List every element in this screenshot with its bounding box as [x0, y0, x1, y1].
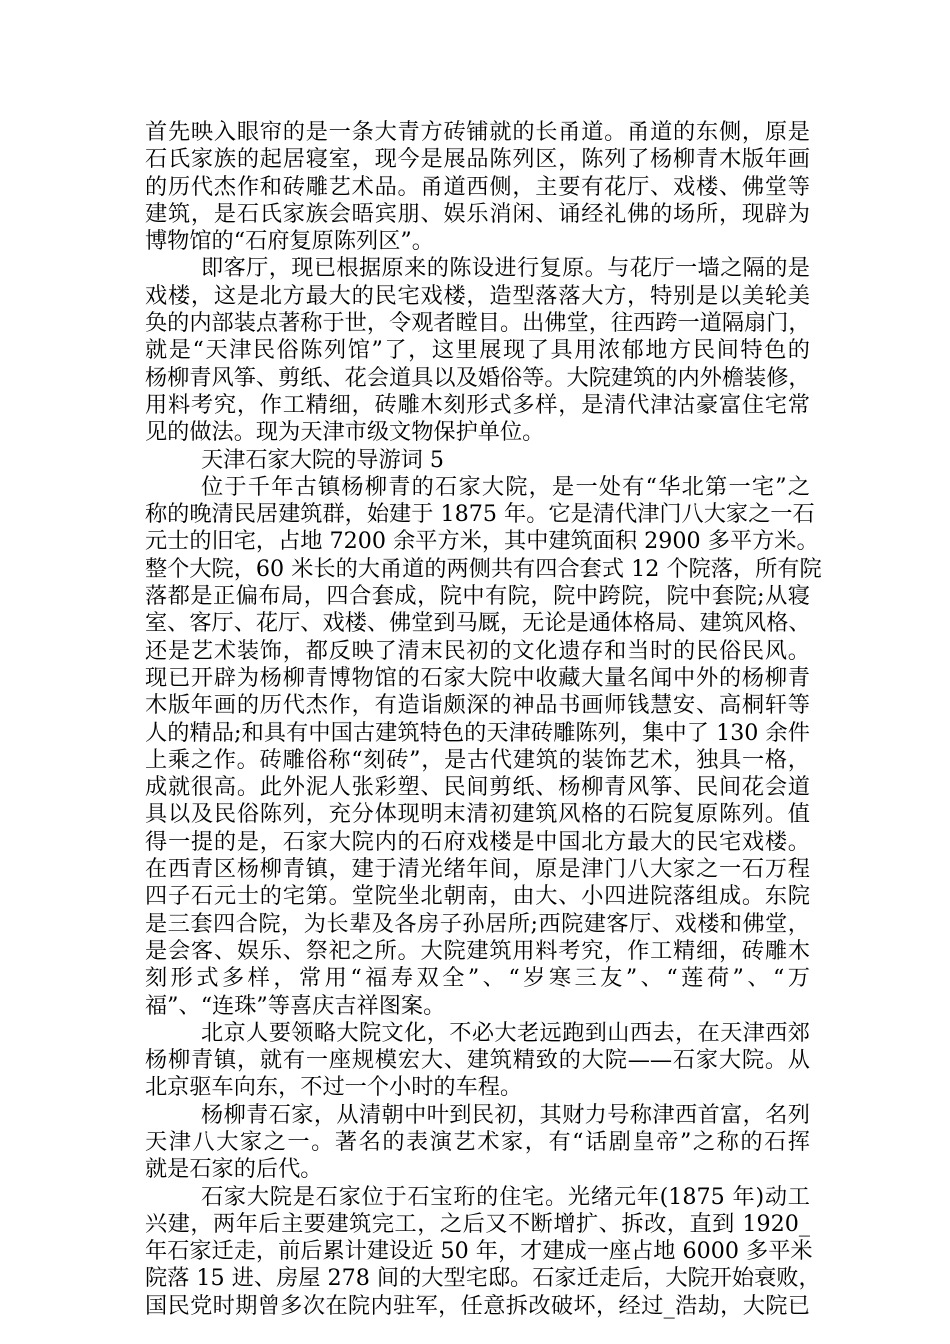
text-line: 戏楼，这是北方最大的民宅戏楼，造型落落大方，特别是以美轮美 [145, 282, 810, 309]
document-body [145, 119, 822, 1320]
text-line: 人的精品;和具有中国古建筑特色的天津砖雕陈列，集中了 130 余件 [145, 719, 810, 746]
text-line: 室、客厅、花厅、戏楼、佛堂到马厩，无论是通体格局、建筑风格、 [145, 610, 811, 637]
text-line: 年石家迁走，前后累计建设近 50 年，才建成一座占地 6000 多平米 [145, 1238, 813, 1265]
text-line: 石氏家族的起居寝室，现今是展品陈列区，陈列了杨柳青木版年画 [145, 146, 810, 173]
text-line: 天津八大家之一。著名的表演艺术家，有“话剧皇帝”之称的石挥 [145, 1128, 810, 1155]
text-line: 天津石家大院的导游词 5 [201, 446, 445, 473]
text-line: 得一提的是，石家大院内的石府戏楼是中国北方最大的民宅戏楼。 [145, 828, 810, 855]
text-line: 见的做法。现为天津市级文物保护单位。 [145, 419, 545, 446]
text-line: 北京驱车向东，不过一个小时的车程。 [145, 1074, 523, 1101]
text-line: 兴建，两年后主要建筑完工，之后又不断增扩、拆改，直到 1920_ [145, 1210, 810, 1237]
text-line: 石家大院是石家位于石宝珩的住宅。光绪元年(1875 年)动工 [201, 1183, 810, 1210]
text-line: 国民党时期曾多次在院内驻军，任意拆改破坏，经过_浩劫，大院已 [145, 1292, 810, 1319]
text-line: 杨柳青石家，从清朝中叶到民初，其财力号称津西首富，名列 [201, 1101, 810, 1128]
text-line: 刻形式多样，常用“福寿双全”、“岁寒三友”、“莲荷”、“万 [145, 965, 810, 992]
text-line: 博物馆的“石府复原陈列区”。 [145, 228, 434, 255]
text-line: 的历代杰作和砖雕艺术品。甬道西侧，主要有花厅、戏楼、佛堂等 [145, 173, 810, 200]
text-line: 称的晚清民居建筑群，始建于 1875 年。它是清代津门八大家之一石 [145, 501, 815, 528]
text-line: 上乘之作。砖雕俗称“刻砖”，是古代建筑的装饰艺术，独具一格， [145, 746, 810, 773]
text-line: 福”、“连珠”等喜庆吉祥图案。 [145, 992, 446, 1019]
text-line: 首先映入眼帘的是一条大青方砖铺就的长甬道。甬道的东侧，原是 [145, 119, 810, 145]
text-line: 落都是正偏布局，四合套成，院中有院，院中跨院，院中套院;从寝 [145, 583, 810, 610]
text-line: 杨柳青镇，就有一座规模宏大、建筑精致的大院——石家大院。从 [145, 1047, 810, 1074]
text-line: 成就很高。此外泥人张彩塑、民间剪纸、杨柳青风筝、民间花会道 [145, 774, 810, 801]
text-line: 元士的旧宅，占地 7200 余平方米，其中建筑面积 2900 多平方米。 [145, 528, 819, 555]
text-line: 是会客、娱乐、祭祀之所。大院建筑用料考究，作工精细，砖雕木 [145, 937, 810, 964]
text-line: 木版年画的历代杰作，有造诣颇深的神品书画师钱慧安、高桐轩等 [145, 692, 810, 719]
text-line: 用料考究，作工精细，砖雕木刻形式多样，是清代津沽豪富住宅常 [145, 391, 810, 418]
text-line: 具以及民俗陈列，充分体现明末清初建筑风格的石院复原陈列。值 [145, 801, 810, 828]
text-line: 现已开辟为杨柳青博物馆的石家大院中收藏大量名闻中外的杨柳青 [145, 664, 810, 691]
text-line: 建筑，是石氏家族会晤宾朋、娱乐消闲、诵经礼佛的场所，现辟为 [145, 200, 810, 227]
text-line: 院落 15 进、房屋 278 间的大型宅邸。石家迁走后，大院开始衰败， [145, 1265, 821, 1292]
text-line: 奂的内部装点著称于世，令观者瞠目。出佛堂，往西跨一道隔扇门， [145, 310, 811, 337]
text-line: 还是艺术装饰，都反映了清末民初的文化遗存和当时的民俗民风。 [145, 637, 810, 664]
text-line: 四子石元士的宅第。堂院坐北朝南，由大、小四进院落组成。东院 [145, 883, 810, 910]
text-line: 整个大院，60 米长的大甬道的两侧共有四合套式 12 个院落，所有院 [145, 555, 822, 582]
text-line: 就是石家的后代。 [145, 1156, 323, 1183]
text-line: 即客厅，现已根据原来的陈设进行复原。与花厅一墙之隔的是 [201, 255, 810, 282]
text-line: 就是“天津民俗陈列馆”了，这里展现了具用浓郁地方民间特色的 [145, 337, 810, 364]
text-line: 北京人要领略大院文化，不必大老远跑到山西去，在天津西郊 [201, 1019, 810, 1046]
text-line: 杨柳青风筝、剪纸、花会道具以及婚俗等。大院建筑的内外檐装修， [145, 364, 811, 391]
text-line: 是三套四合院，为长辈及各房子孙居所;西院建客厅、戏楼和佛堂， [145, 910, 810, 937]
text-line: 在西青区杨柳青镇，建于清光绪年间，原是津门八大家之一石万程 [145, 856, 810, 883]
text-line: 位于千年古镇杨柳青的石家大院，是一处有“华北第一宅”之 [201, 473, 810, 500]
